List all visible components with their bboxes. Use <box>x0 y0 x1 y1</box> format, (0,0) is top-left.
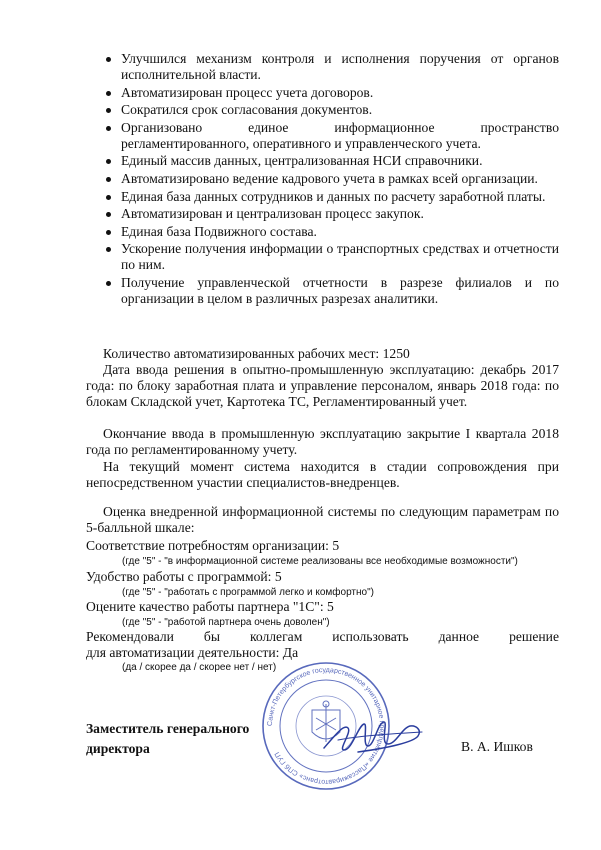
bullet-icon <box>106 195 111 200</box>
bullet-icon <box>106 91 111 96</box>
result-item <box>0 153 601 169</box>
result-item <box>0 206 601 222</box>
bullet-icon <box>106 108 111 113</box>
bullet-icon <box>106 159 111 164</box>
result-item-text: Ускорение получения информации о транспортных средствах и отчетности по ним. <box>121 241 559 273</box>
evaluation-intro: Оценка внедренной информационной системы по следующим параметрам по 5-балльной шкале: <box>86 504 559 535</box>
result-item <box>0 102 601 118</box>
result-item-text: Улучшился механизм контроля и исполнения поручения от органов исполнительной власти. <box>121 51 559 82</box>
rating-needs-note: (где "5" - "в информационной системе реализованы все необходимые возможности") <box>122 556 518 567</box>
signatory-title-line-2: директора <box>86 741 150 756</box>
current-stage-paragraph: На текущий момент система находится в стадии сопровождения при непосредственном участии специалистов-внедренцев. <box>86 459 559 490</box>
rating-partner: Оцените качество работы партнера "1С": 5 <box>86 599 334 614</box>
bullet-icon <box>106 247 111 252</box>
result-item-text: Автоматизирован и централизован процесс закупок. <box>121 206 424 222</box>
result-item-text: Единый массив данных, централизованная НСИ справочники. <box>121 153 483 169</box>
pilot-date-paragraph: Дата ввода решения в опытно-промышленную эксплуатацию: декабрь 2017 года: по блоку заработная плата и управление персоналом, январь 2018 года: по блокам Складской учет, Картотека ТС, Регламентированный учет. <box>86 362 559 409</box>
signatory-name: В. А. Ишков <box>461 739 533 754</box>
signatory-title-line-1: Заместитель генерального <box>86 721 250 736</box>
result-item <box>0 171 601 187</box>
rating-usability: Удобство работы с программой: 5 <box>86 569 282 584</box>
production-date-paragraph: Окончание ввода в промышленную эксплуатацию закрытие I квартала 2018 года по регламентированному учету. <box>86 426 559 457</box>
result-item <box>0 51 601 83</box>
recommend-line-2: для автоматизации деятельности: Да <box>86 645 299 660</box>
result-item-text: Единая база Подвижного состава. <box>121 223 317 239</box>
result-item <box>0 189 601 205</box>
result-item-text: Получение управленческой отчетности в разрезе филиалов и по организации в целом в различных разрезах аналитики. <box>121 274 559 306</box>
result-item <box>0 224 601 240</box>
result-item-text: Автоматизировано ведение кадрового учета в рамках всей организации. <box>121 170 538 186</box>
results-list <box>0 51 601 309</box>
bullet-icon <box>106 212 111 217</box>
result-item-text: Сократился срок согласования документов. <box>121 102 373 118</box>
stamp-text: Санкт-Петербургское государственное унитарное предприятие «Пассажиравтотранс» СПб ГУП <box>266 666 386 786</box>
recommend-note: (да / скорее да / скорее нет / нет) <box>122 662 277 673</box>
recommend-line-1: Рекомендовали бы коллегам использовать данное решение <box>86 629 559 644</box>
result-item <box>0 275 601 307</box>
workplaces-count: Количество автоматизированных рабочих мест: 1250 <box>103 346 410 361</box>
result-item-text: Организовано единое информационное пространство регламентированного, оперативного и управленческого учета. <box>121 119 559 151</box>
result-item <box>0 120 601 152</box>
result-item <box>0 241 601 273</box>
rating-partner-note: (где "5" - "работой партнера очень доволен") <box>122 617 330 628</box>
signatory-title <box>86 719 249 759</box>
result-item <box>0 85 601 101</box>
bullet-icon <box>106 230 111 235</box>
result-item-text: Единая база данных сотрудников и данных по расчету заработной платы. <box>121 188 546 204</box>
bullet-icon <box>106 126 111 131</box>
handwritten-signature <box>318 714 428 760</box>
bullet-icon <box>106 281 111 286</box>
bullet-icon <box>106 177 111 182</box>
result-item-text: Автоматизирован процесс учета договоров. <box>121 84 374 100</box>
bullet-icon <box>106 57 111 62</box>
rating-needs: Соответствие потребностям организации: 5 <box>86 538 340 553</box>
rating-usability-note: (где "5" - "работать с программой легко и комфортно") <box>122 587 374 598</box>
